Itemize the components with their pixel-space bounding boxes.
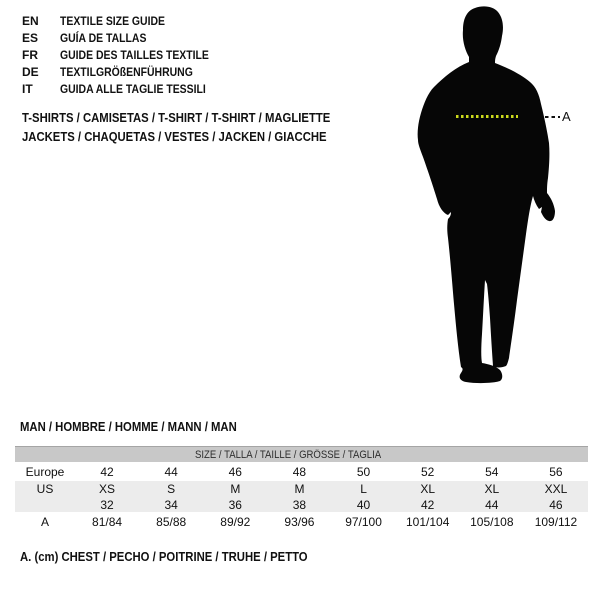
size-cell: 97/100	[345, 514, 382, 529]
size-cell: S	[139, 481, 203, 497]
man-silhouette-figure	[398, 0, 600, 400]
size-cell: 42	[100, 464, 114, 479]
measure-extension-dash-line	[545, 116, 560, 118]
footnote-chest	[20, 549, 351, 564]
language-label: GUÍA DE TALLAS	[60, 30, 147, 45]
language-code: ES	[22, 30, 39, 45]
size-cell: 48	[292, 464, 307, 479]
row-label	[15, 497, 75, 512]
size-cell: L	[332, 481, 396, 497]
language-code: FR	[22, 47, 38, 62]
size-cell: 46	[228, 464, 242, 479]
size-cell: M	[203, 481, 267, 497]
size-cell: 101/104	[405, 514, 450, 529]
size-cell: 81/84	[92, 514, 123, 529]
size-cell: 52	[421, 464, 435, 479]
size-cell: 34	[139, 497, 203, 512]
measure-label-a: A	[562, 109, 571, 124]
language-code: IT	[22, 81, 33, 96]
size-cell: 46	[524, 497, 588, 512]
language-label: TEXTILE SIZE GUIDE	[60, 13, 165, 28]
section-heading-text: MAN / HOMBRE / HOMME / MANN / MAN	[20, 419, 237, 434]
size-cell: XL	[396, 481, 460, 497]
category-line-tshirts: T-SHIRTS / CAMISETAS / T-SHIRT / T-SHIRT / MAGLIETTE	[22, 110, 331, 125]
table-row-europe	[15, 462, 588, 481]
size-cell: 54	[485, 464, 499, 479]
language-row	[22, 80, 231, 97]
size-cell: XL	[460, 481, 524, 497]
language-row	[22, 63, 231, 80]
size-cell: 109/112	[534, 514, 578, 529]
size-cell: 36	[203, 497, 267, 512]
size-cell: XXL	[524, 481, 588, 497]
table-row-us	[15, 481, 588, 497]
row-label: Europe	[25, 464, 65, 479]
size-table-header-row	[15, 447, 588, 463]
size-table-header: SIZE / TALLA / TAILLE / GRÖSSE / TAGLIA	[194, 448, 381, 461]
language-label: GUIDA ALLE TAGLIE TESSILI	[60, 81, 206, 96]
category-line-jackets: JACKETS / CHAQUETAS / VESTES / JACKEN / GIACCHE	[22, 128, 327, 144]
language-label: TEXTILGRÖßENFÜHRUNG	[60, 64, 193, 79]
size-cell: 85/88	[156, 514, 187, 529]
language-row	[22, 46, 231, 63]
language-row	[22, 29, 231, 46]
size-cell: 42	[396, 497, 460, 512]
footnote-text: A. (cm) CHEST / PECHO / POITRINE / TRUHE / PETTO	[20, 549, 308, 564]
chest-measure-dash-line	[456, 115, 518, 118]
section-heading-man	[20, 419, 269, 434]
size-cell: 32	[75, 497, 139, 512]
size-cell: 93/96	[284, 514, 315, 529]
size-cell: 89/92	[220, 514, 251, 529]
language-row	[22, 12, 231, 29]
size-cell: 105/108	[470, 514, 514, 529]
language-code: EN	[22, 13, 39, 28]
size-cell: 44	[460, 497, 524, 512]
size-cell: 40	[332, 497, 396, 512]
language-label: GUIDE DES TAILLES TEXTILE	[60, 47, 209, 62]
row-label: A	[40, 514, 49, 529]
size-cell: 38	[267, 497, 331, 512]
language-code: DE	[22, 64, 39, 79]
man-silhouette	[398, 0, 600, 400]
size-cell: 56	[549, 464, 563, 479]
size-table	[15, 446, 588, 531]
category-list	[22, 109, 376, 146]
row-label: US	[15, 481, 75, 497]
table-row-us-alt	[15, 497, 588, 512]
size-cell: M	[267, 481, 331, 497]
table-row-a-chest	[15, 512, 588, 531]
language-list	[22, 12, 231, 97]
size-cell: XS	[75, 481, 139, 497]
size-cell: 44	[164, 464, 178, 479]
size-cell: 50	[356, 464, 371, 479]
